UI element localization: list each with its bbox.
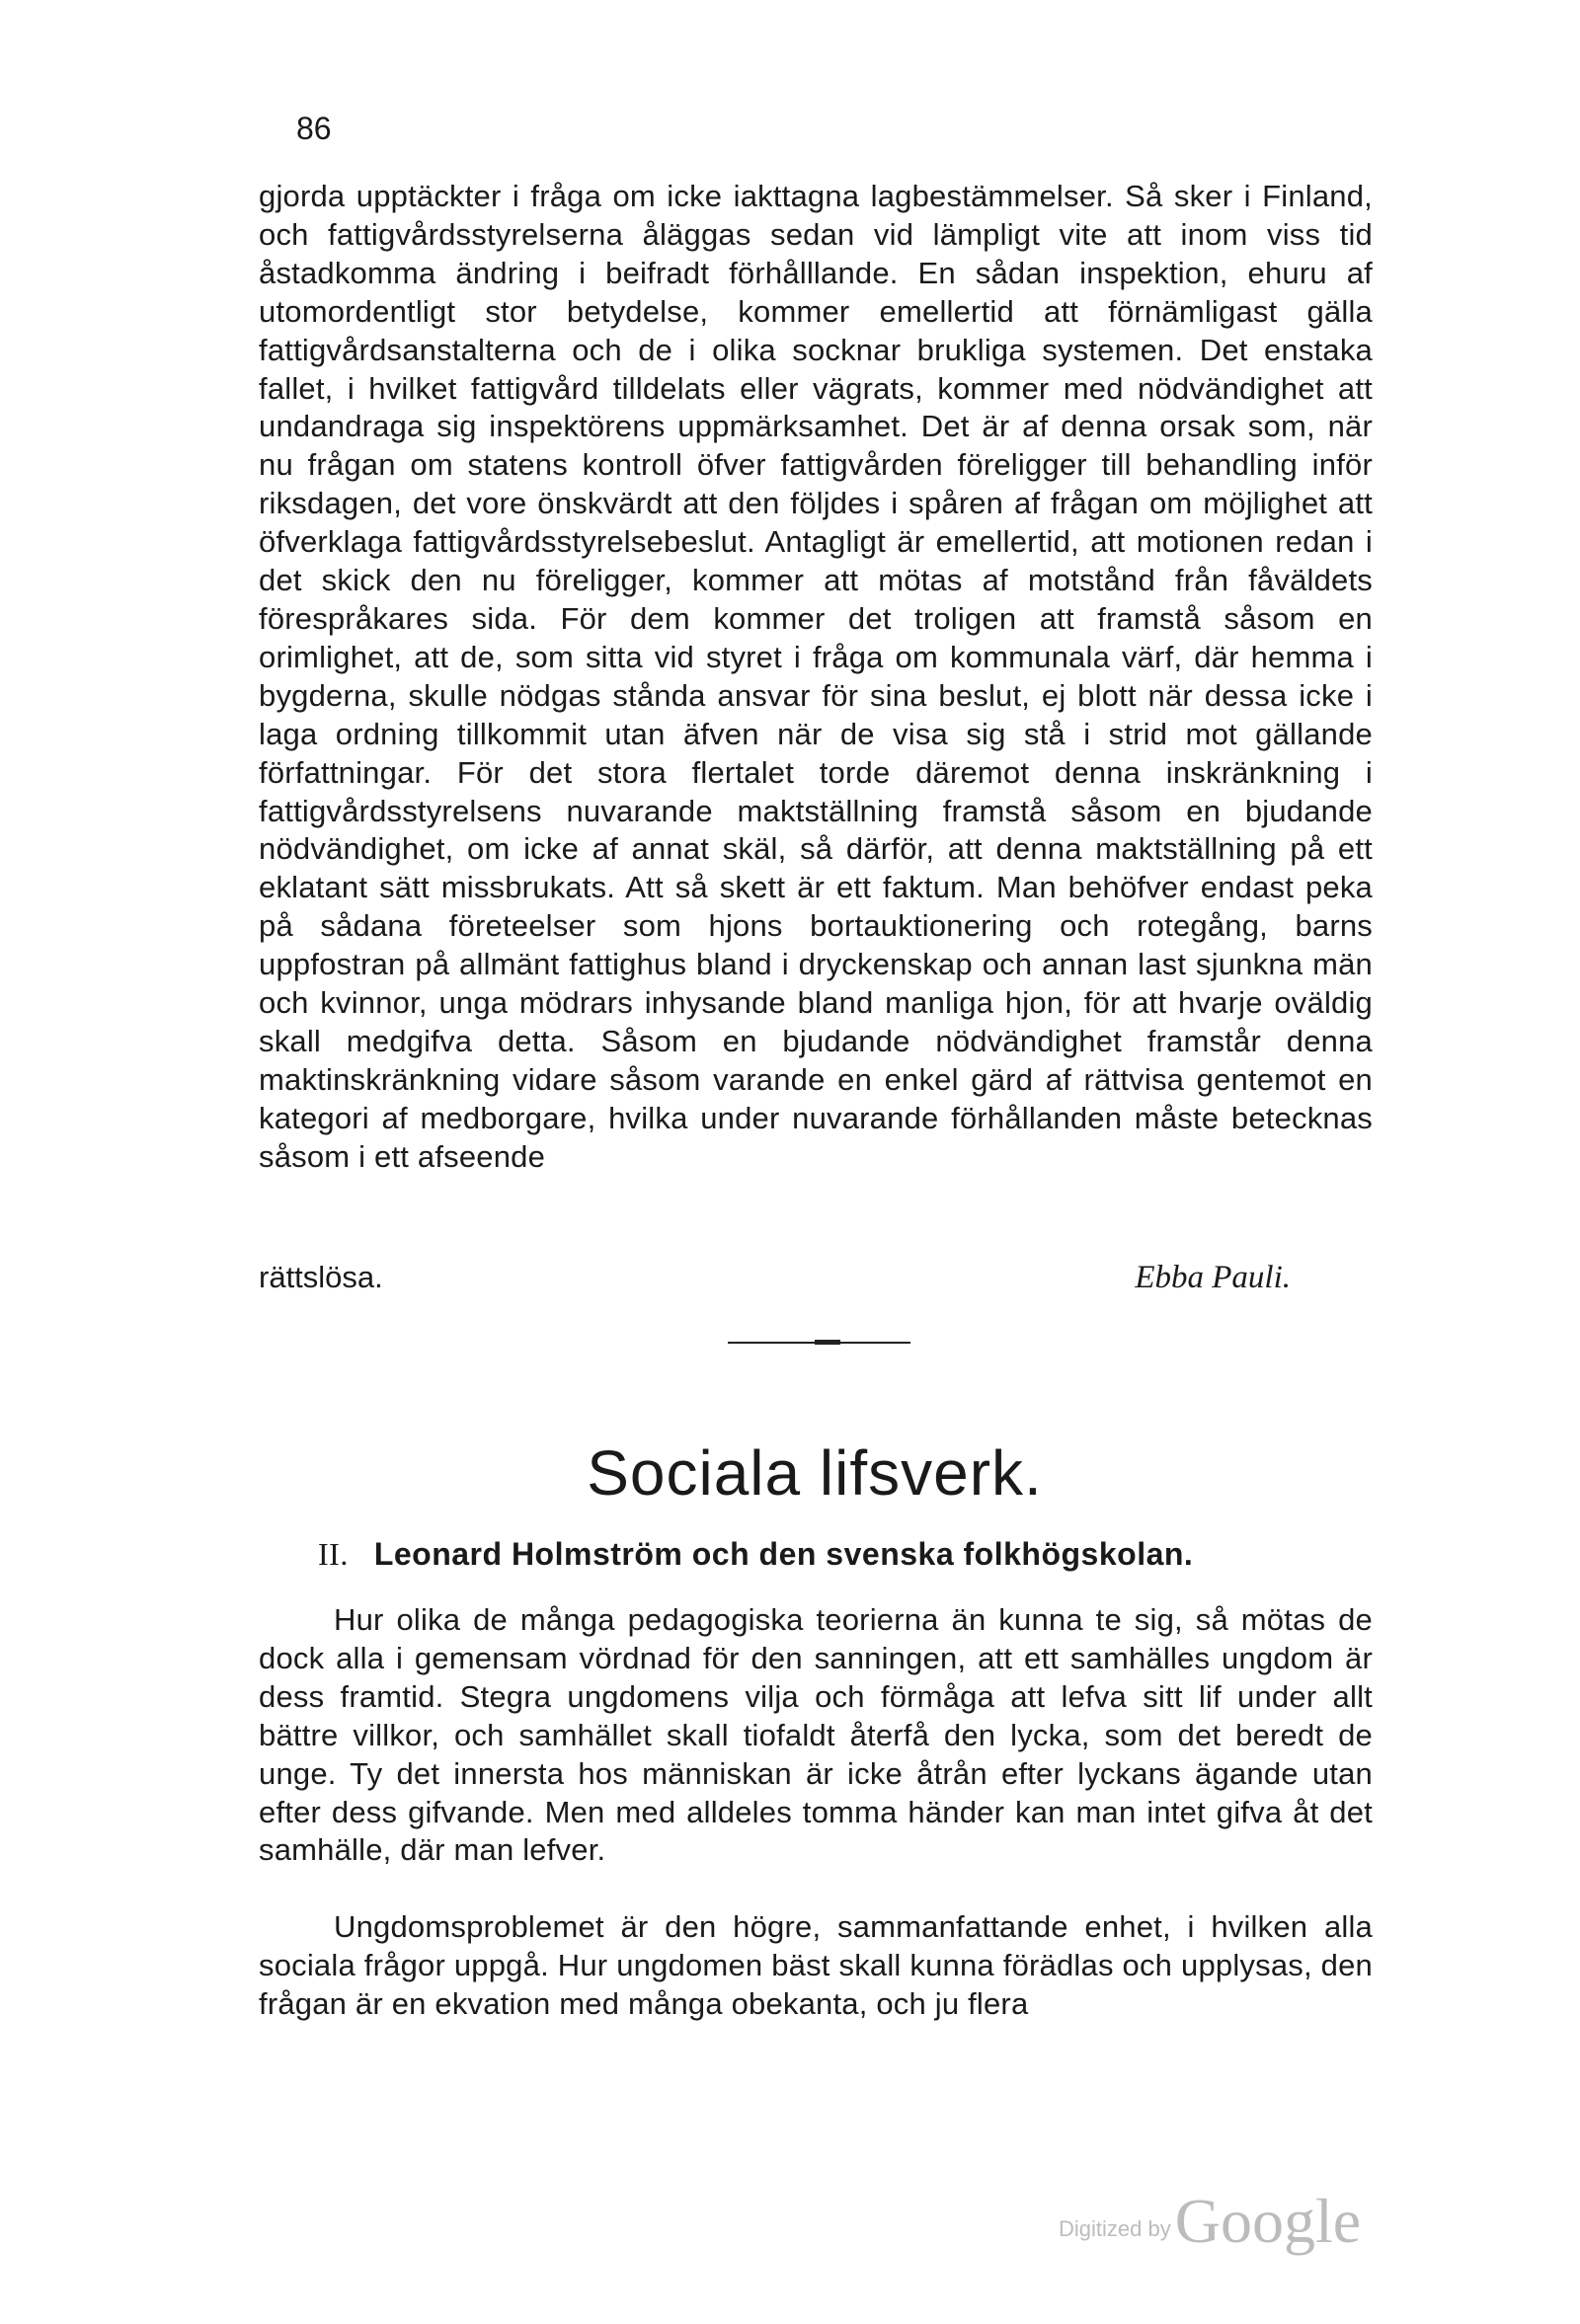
author-signature: Ebba Pauli. — [1135, 1260, 1291, 1295]
article-paragraph: gjorda upptäckter i fråga om icke iakttagna lagbestämmelser. Så sker i Finland, och fattigvårdsstyrelserna åläggas sedan vid lämpligt vite att inom viss tid åstadkomma ändring i beifradt förhålllande. En sådan inspektion, ehuru af utomordentligt stor betydelse, kommer emellertid att förnämligast gälla fattigvårdsanstalterna och de i olika socknar brukliga systemen. Det enstaka fallet, i hvilket fattigvård tilldelats eller vägrats, kommer med nödvändighet att undandraga sig inspektörens uppmärksamhet. Det är af denna orsak som, när nu frågan om statens kontroll öfver fattigvården föreligger till behandling inför riksdagen, det vore önskvärdt att den följdes i spåren af frågan om möjlighet att öfverklaga fattigvårdsstyrelsebeslut. Antagligt är emellertid, att motionen redan i det skick den nu föreligger, kommer att mötas af motstånd från fåväldets förespråkares sida. För dem kommer det troligen att framstå såsom en orimlighet, att de, som sitta vid styret i fråga om kommunala värf, där hemma i bygderna, skulle nödgas stånda ansvar för sina beslut, ej blott när dessa icke i laga ordning tillkommit utan äfven när de visa sig stå i strid mot gällande författningar. För det stora flertalet torde däremot denna inskränkning i fattigvårdsstyrelsens nuvarande maktställning framstå såsom en bjudande nödvändighet, om icke af annat skäl, så därför, att denna maktställning på ett eklatant sätt missbrukats. Att så skett är ett faktum. Man behöfver endast peka på sådana företeelser som hjons bortauktionering och rotegång, barns uppfostran på allmänt fattighus bland i dryckenskap och annan last sjunkna män och kvinnor, unga mödrars inhysande bland manliga hjon, för att hvarje oväldig skall medgifva detta. Såsom en bjudande nödvändighet framstår denna maktinskränkning vidare såsom varande en enkel gärd af rättvisa gentemot en kategori af medborgare, hvilka under nuvarande förhållanden måste betecknas såsom i ett afseende — [259, 179, 1373, 1174]
page-number: 86 — [296, 111, 332, 146]
google-logo: Google — [1174, 2186, 1362, 2256]
section-divider — [728, 1342, 910, 1344]
digitization-watermark — [1059, 2185, 1361, 2258]
article-subtitle — [318, 1536, 1193, 1573]
closing-word: rättslösa. — [259, 1260, 383, 1294]
subtitle-numeral: II. — [318, 1536, 349, 1572]
section-title: Sociala lifsverk. — [587, 1437, 1043, 1509]
article-paragraph: Hur olika de många pedagogiska teorierna än kunna te sig, så mötas de dock alla i gemensam vördnad för den sanningen, att ett samhälles ungdom är dess framtid. Stegra ungdomens vilja och förmåga att lefva sitt lif under allt bättre villkor, och samhället skall tiofaldt återfå den lycka, som det beredt de unge. Ty det innersta hos människan är icke åtrån efter lyckans ägande utan efter dess gifvande. Men med alldeles tomma händer kan man intet gifva åt det samhälle, där man lefver. — [259, 1602, 1373, 1868]
closing-line — [259, 1259, 1291, 1297]
article-paragraph: Ungdomsproblemet är den högre, sammanfattande enhet, i hvilken alla sociala frågor uppgå. Hur ungdomen bäst skall kunna förädlas och upplysas, den frågan är en ekvation med många obekanta, och ju flera — [259, 1909, 1373, 2021]
watermark-prefix: Digitized by — [1059, 2216, 1171, 2241]
subtitle-text: Leonard Holmström och den svenska folkhögskolan. — [373, 1536, 1194, 1572]
